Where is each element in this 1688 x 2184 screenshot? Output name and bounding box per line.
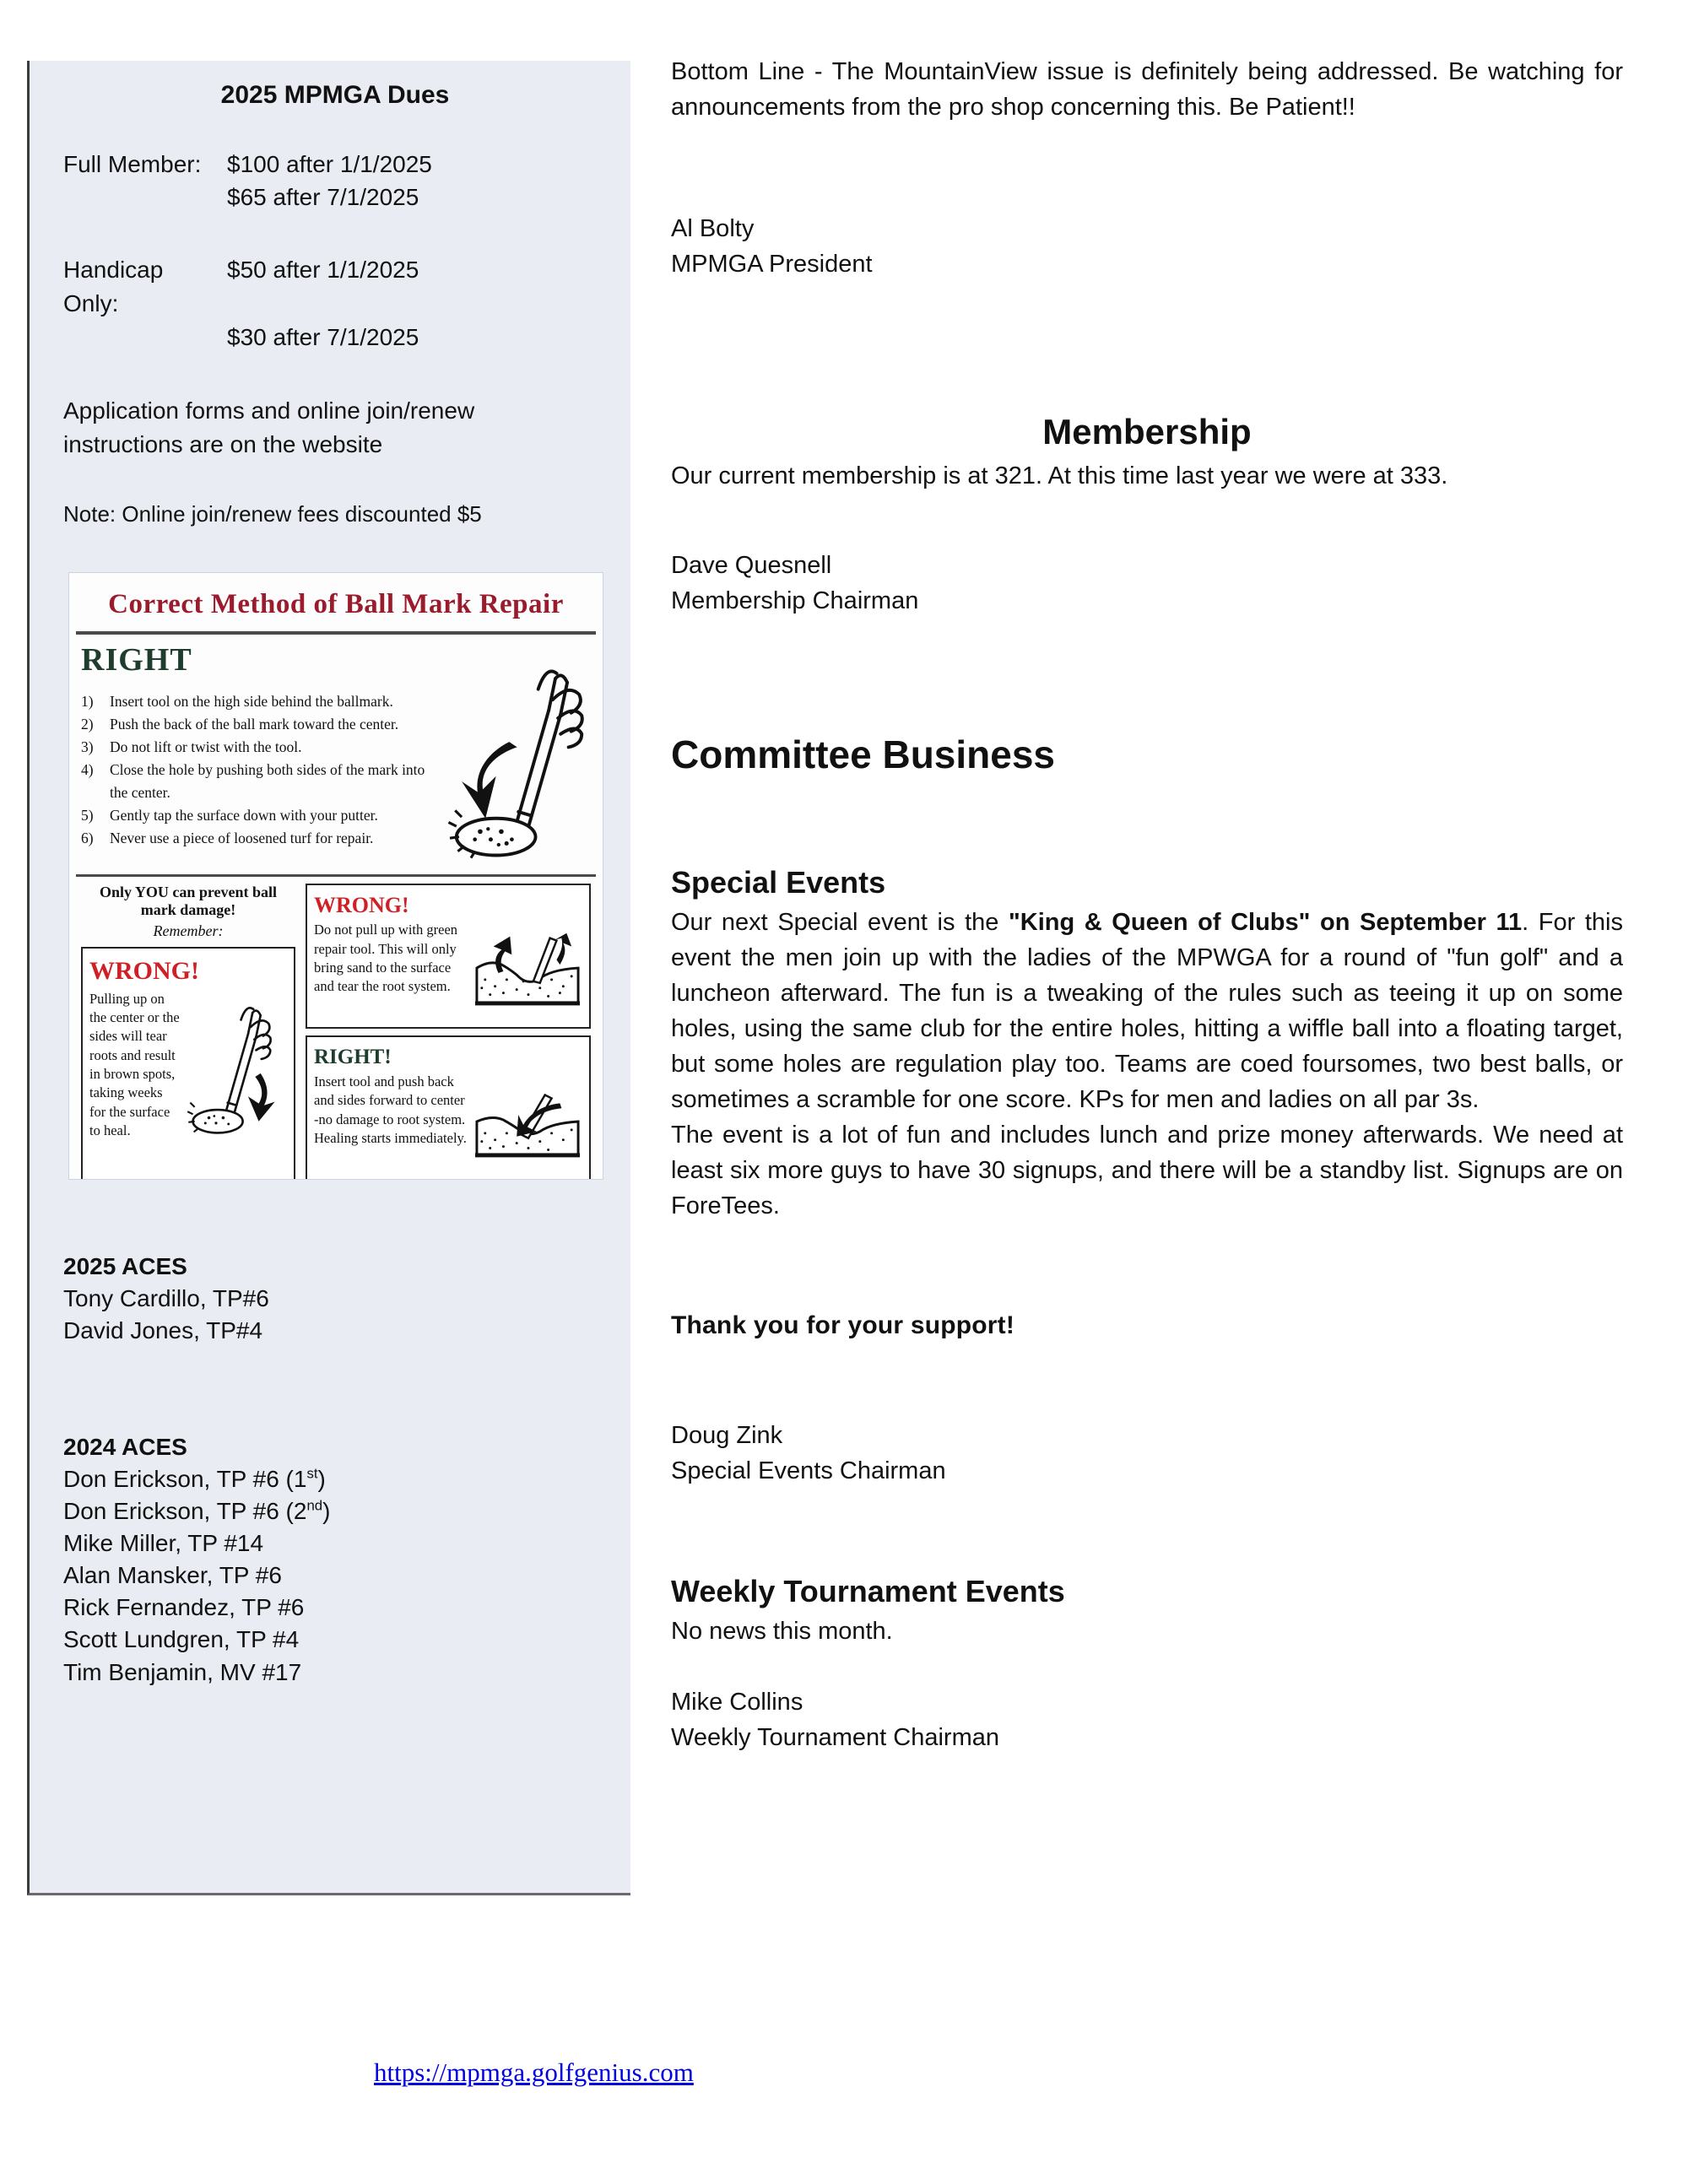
ballmark-step: Gently tap the surface down with your putter.	[110, 807, 378, 824]
dues-table	[63, 148, 607, 354]
wrong-right-heading: WRONG!	[314, 892, 409, 917]
aces-2024-item: Rick Fernandez, TP #6	[63, 1594, 305, 1621]
handicap-only-label: Handicap Only:	[63, 257, 164, 316]
committee-business-heading: Committee Business	[671, 733, 1056, 777]
dues-empty-cell	[63, 181, 217, 214]
ballmark-caption	[81, 884, 295, 941]
membership-signature	[671, 548, 1623, 619]
signature-title: Special Events Chairman	[671, 1457, 946, 1485]
special-events-signature	[671, 1418, 1623, 1489]
right-method-box	[306, 1035, 591, 1179]
wrong-right-box	[306, 884, 591, 1030]
application-note: Application forms and online join/renew instructions are on the website	[63, 397, 475, 458]
bottom-line-paragraph: Bottom Line - The MountainView issue is definitely being addressed. Be watching for announcements from the pro shop concerning this. Be Patient!!	[671, 58, 1623, 122]
ballmark-caption-bold: Only YOU can prevent ball mark damage!	[99, 883, 277, 919]
hand-pulling-tool-illustration	[184, 990, 282, 1146]
aces-2025-item: David Jones, TP#4	[63, 1316, 263, 1343]
signature-name: Doug Zink	[671, 1422, 783, 1450]
wrong-left-box	[81, 947, 295, 1179]
signature-title: MPMGA President	[671, 251, 873, 278]
aces-2024-item: Tim Benjamin, MV #17	[63, 1658, 302, 1685]
aces-2024-item: Mike Miller, TP #14	[63, 1530, 264, 1557]
ballmark-steps-list	[81, 690, 436, 851]
discount-note: Note: Online join/renew fees discounted $5	[63, 500, 482, 527]
special-events-paragraph-2: The event is a lot of fun and includes lunch and prize money afterwards. We need at least six more guys to have 30 signups, and there will be a standby list. Signups are on ForeTees.	[671, 1122, 1623, 1220]
handicap-price-2: $30 after 7/1/2025	[227, 323, 419, 350]
ballmark-right-column	[306, 884, 591, 1180]
ballmark-step: Do not lift or twist with the tool.	[110, 738, 302, 755]
aces-2025-title: 2025 ACES	[63, 1252, 187, 1279]
ballmark-image-title: Correct Method of Ball Mark Repair	[108, 588, 564, 619]
membership-paragraph: Our current membership is at 321. At this time last year we were at 333.	[671, 462, 1448, 490]
ballmark-right-section	[81, 684, 591, 866]
signature-title: Membership Chairman	[671, 587, 919, 615]
dues-empty-cell	[63, 321, 217, 354]
main-column	[671, 54, 1623, 1755]
right-method-heading: RIGHT!	[314, 1046, 392, 1069]
aces-2024-item: Don Erickson, TP #6 (2nd)	[63, 1497, 331, 1525]
full-member-price-2: $65 after 7/1/2025	[227, 184, 419, 211]
aces-2024-title: 2024 ACES	[63, 1433, 187, 1460]
full-member-price-1: $100 after 1/1/2025	[227, 150, 432, 177]
handicap-price-1: $50 after 1/1/2025	[227, 257, 419, 284]
ballmark-title-rule	[76, 631, 596, 635]
dues-row-gap	[63, 214, 607, 253]
aces-2024-item: Scott Lundgren, TP #4	[63, 1626, 300, 1653]
special-events-paragraph-1: Our next Special event is the "King & Queen of Clubs" on September 11. For this event the men join up with the ladies of the MPWGA for a round of "fun golf" and a luncheon afterward. The fun is a tweaking of the rules such as teeing it up on some holes, using the same club for the entire holes, hitting a wiffle ball into a floating target, but some holes are regulation play too. Teams are coed foursomes, two best balls, or sometimes a scramble for one score. KPs for men and ladies on all par 3s.	[671, 909, 1623, 1114]
ballmark-left-column	[81, 884, 295, 1180]
president-signature	[671, 211, 1623, 282]
wrong-left-heading: WRONG!	[89, 957, 199, 986]
signature-title: Weekly Tournament Chairman	[671, 1724, 999, 1752]
ballmark-right-heading: RIGHT	[81, 641, 192, 678]
dues-title: 2025 MPMGA Dues	[220, 81, 450, 109]
ballmark-repair-image	[68, 572, 603, 1180]
tool-pulling-up-soil-illustration	[473, 921, 582, 1022]
signature-name: Al Bolty	[671, 215, 755, 243]
special-events-heading: Special Events	[671, 864, 886, 900]
golfgenius-link[interactable]: https://mpmga.golfgenius.com	[374, 2057, 694, 2087]
king-queen-bold-text: "King & Queen of Clubs" on September 11	[1009, 909, 1523, 937]
ballmark-step: Never use a piece of loosened turf for repair.	[110, 830, 374, 847]
weekly-tournament-signature	[671, 1684, 1623, 1755]
dues-sidebar	[27, 61, 630, 1895]
wrong-left-text: Pulling up on the center or the sides will tear roots and result in brown spots, taking weeks for the surface to heal.	[89, 990, 180, 1138]
aces-2024-item: Alan Mansker, TP #6	[63, 1562, 282, 1589]
ballmark-step: Push the back of the ball mark toward the center.	[110, 715, 399, 733]
weekly-tournament-paragraph: No news this month.	[671, 1618, 893, 1646]
ballmark-step: Insert tool on the high side behind the ballmark.	[110, 692, 393, 710]
aces-2024-item: Don Erickson, TP #6 (1st)	[63, 1465, 326, 1493]
right-method-text: Insert tool and push back and sides forward to center -no damage to root system. Healing starts immediately.	[314, 1073, 467, 1146]
aces-2025-item: Tony Cardillo, TP#6	[63, 1284, 269, 1311]
page-footer	[374, 2057, 694, 2088]
wrong-right-text: Do not pull up with green repair tool. This will only bring sand to the surface and tear the root system.	[314, 922, 458, 995]
membership-heading: Membership	[1042, 412, 1252, 452]
tool-pushing-to-center-illustration	[473, 1073, 582, 1174]
ballmark-step: Close the hole by pushing both sides of the mark into the center.	[110, 760, 425, 802]
ballmark-bottom-section	[81, 884, 591, 1180]
full-member-label: Full Member:	[63, 150, 202, 177]
signature-name: Mike Collins	[671, 1689, 803, 1716]
weekly-tournament-heading: Weekly Tournament Events	[671, 1574, 1065, 1609]
aces-2025-section	[63, 1251, 607, 1347]
thank-you-line: Thank you for your support!	[671, 1311, 1015, 1339]
ballmark-section-divider	[76, 874, 596, 877]
ballmark-caption-italic: Remember:	[153, 922, 224, 939]
aces-2024-section	[63, 1431, 607, 1689]
signature-name: Dave Quesnell	[671, 552, 832, 580]
hand-with-repair-tool-illustration	[436, 655, 591, 866]
